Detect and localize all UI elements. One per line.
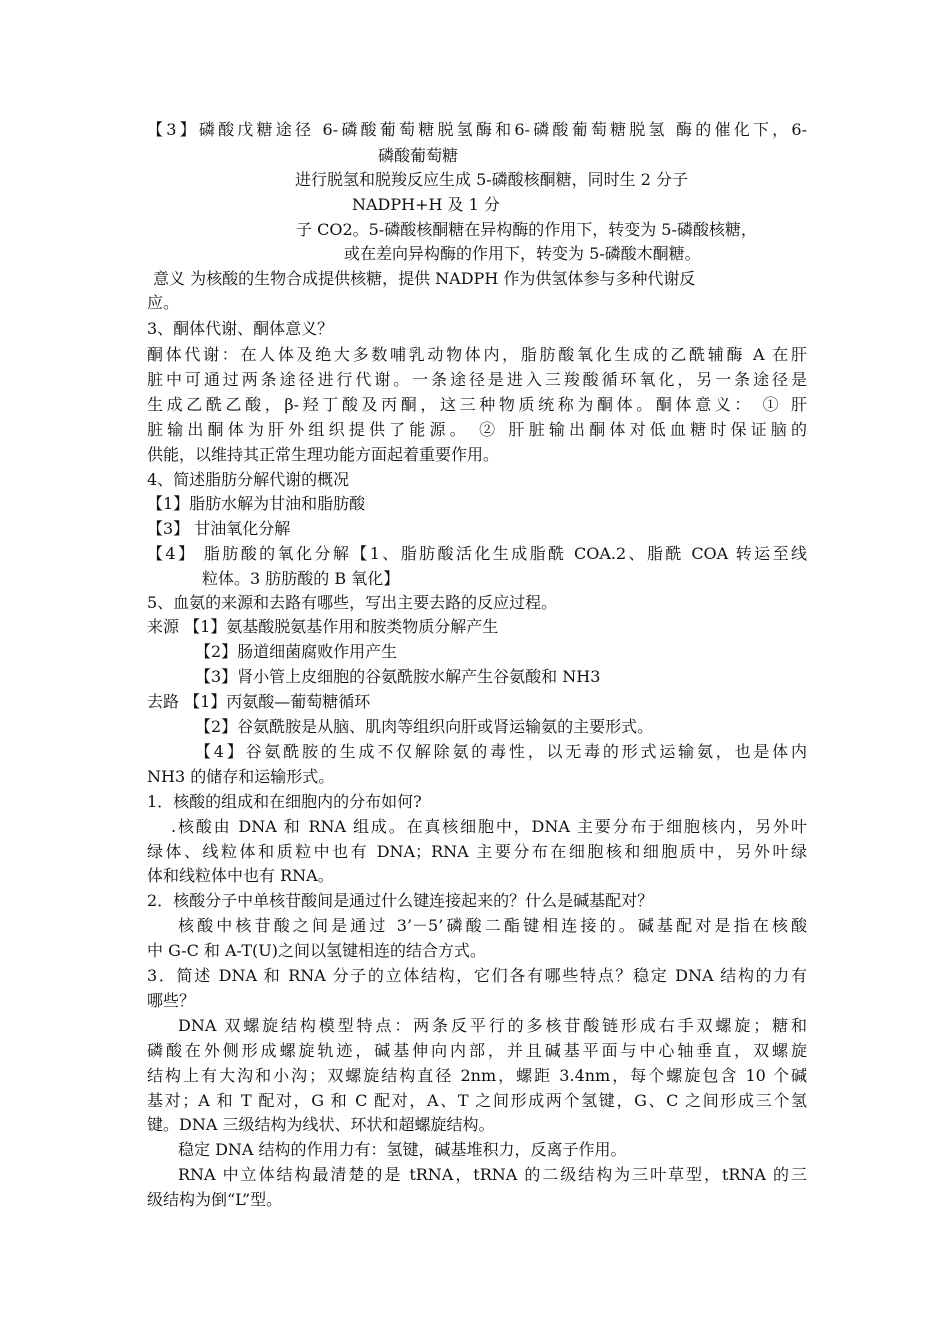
text-line: 中 G-C 和 A-T(U)之间以氢键相连的结合方式。 [147, 941, 487, 960]
section-heading: 3．简述 DNA 和 RNA 分子的立体结构，它们各有哪些特点？稳定 DNA 结构的力有 [147, 966, 807, 985]
text-line: 【4】 脂肪酸的氧化分解【1、脂肪酸活化生成脂酰 COA.2、脂酰 COA 转运至线 [147, 544, 807, 563]
text-line: NADPH+H 及 1 分 [352, 195, 500, 214]
text-line: 脏中可通过两条途径进行代谢。一条途径是进入三羧酸循环氧化，另一条途径是 [147, 370, 807, 389]
text-line: NH3 的储存和运输形式。 [147, 767, 335, 786]
text-line: 意义 为核酸的生物合成提供核糖，提供 NADPH 作为供氢体参与多种代谢反 [153, 269, 696, 288]
text-line: 脏输出酮体为肝外组织提供了能源。 ② 肝脏输出酮体对低血糖时保证脑的 [147, 420, 807, 439]
text-line: 核酸中核苷酸之间是通过 3’－5’磷酸二酯键相连接的。碱基配对是指在核酸 [178, 916, 807, 935]
text-line: 供能，以维持其正常生理功能方面起着重要作用。 [147, 445, 500, 464]
section-heading: 2．核酸分子中单核苷酸间是通过什么键连接起来的？什么是碱基配对？ [147, 891, 654, 910]
section-heading: 哪些？ [147, 991, 196, 1010]
section-heading: 3、酮体代谢、酮体意义？ [147, 319, 334, 338]
text-line: 结构上有大沟和小沟；双螺旋结构直径 2nm，螺距 3.4nm，每个螺旋包含 10 个碱 [147, 1066, 807, 1085]
text-line: 磷酸葡萄糖 [378, 146, 459, 165]
text-line: 生成乙酰乙酸，β-羟丁酸及丙酮，这三种物质统称为酮体。酮体意义： ① 肝 [147, 395, 807, 414]
text-line: 【2】肠道细菌腐败作用产生 [195, 642, 398, 661]
text-line: 绿体、线粒体和质粒中也有 DNA；RNA 主要分布在细胞核和细胞质中，另外叶绿 [147, 842, 807, 861]
text-line: 去路 【1】丙氨酸—葡萄糖循环 [147, 692, 371, 711]
text-line: 子 CO2。5-磷酸核酮糖在异构酶的作用下，转变为 5-磷酸核糖， [296, 220, 757, 239]
text-line: 进行脱氢和脱羧反应生成 5-磷酸核酮糖，同时生 2 分子 [295, 170, 689, 189]
text-line: 【3】磷酸戊糖途径 6-磷酸葡萄糖脱氢酶和6-磷酸葡萄糖脱氢 酶的催化下，6- [147, 120, 807, 139]
section-heading: 1．核酸的组成和在细胞内的分布如何? [147, 792, 422, 811]
text-line: 键。DNA 三级结构为线状、环状和超螺旋结构。 [147, 1115, 495, 1134]
text-line: 体和线粒体中也有 RNA。 [147, 866, 334, 885]
text-line: 粒体。3 肪肪酸的 B 氧化】 [202, 569, 400, 588]
text-line: DNA 双螺旋结构模型特点：两条反平行的多核苷酸链形成右手双螺旋；糖和 [178, 1016, 807, 1035]
text-line: 【2】谷氨酰胺是从脑、肌肉等组织向肝或肾运输氨的主要形式。 [195, 717, 654, 736]
text-line: 来源 【1】氨基酸脱氨基作用和胺类物质分解产生 [147, 617, 499, 636]
text-line: 【3】肾小管上皮细胞的谷氨酰胺水解产生谷氨酸和 NH3 [195, 667, 601, 686]
text-line: 稳定 DNA 结构的作用力有：氢键，碱基堆积力，反离子作用。 [178, 1140, 627, 1159]
text-line: 级结构为倒“L”型。 [147, 1190, 283, 1209]
text-line: 基对；A 和 T 配对，G 和 C 配对，A、T 之间形成两个氢键，G、C 之间形成三个氢 [147, 1091, 807, 1110]
section-heading: 4、简述脂肪分解代谢的概况 [147, 470, 350, 489]
section-heading: 5、血氨的来源和去路有哪些，写出主要去路的反应过程。 [147, 593, 558, 612]
text-line: .核酸由 DNA 和 RNA 组成。在真核细胞中，DNA 主要分布于细胞核内，另外叶 [171, 817, 807, 836]
text-line: RNA 中立体结构最清楚的是 tRNA，tRNA 的二级结构为三叶草型，tRNA 的三 [178, 1165, 807, 1184]
text-line: 磷酸在外侧形成螺旋轨迹，碱基伸向内部，并且碱基平面与中心轴垂直，双螺旋 [147, 1041, 807, 1060]
text-line: 或在差向异构酶的作用下，转变为 5-磷酸木酮糖。 [344, 244, 701, 263]
text-line: 酮体代谢：在人体及绝大多数哺乳动物体内，脂肪酸氧化生成的乙酰辅酶 A 在肝 [147, 345, 807, 364]
text-line: 【3】 甘油氧化分解 [147, 519, 291, 538]
text-line: 【4】谷氨酰胺的生成不仅解除氨的毒性，以无毒的形式运输氨，也是体内 [195, 742, 807, 761]
text-line: 【1】脂肪水解为甘油和脂肪酸 [147, 494, 366, 513]
text-line: 应。 [147, 293, 180, 312]
